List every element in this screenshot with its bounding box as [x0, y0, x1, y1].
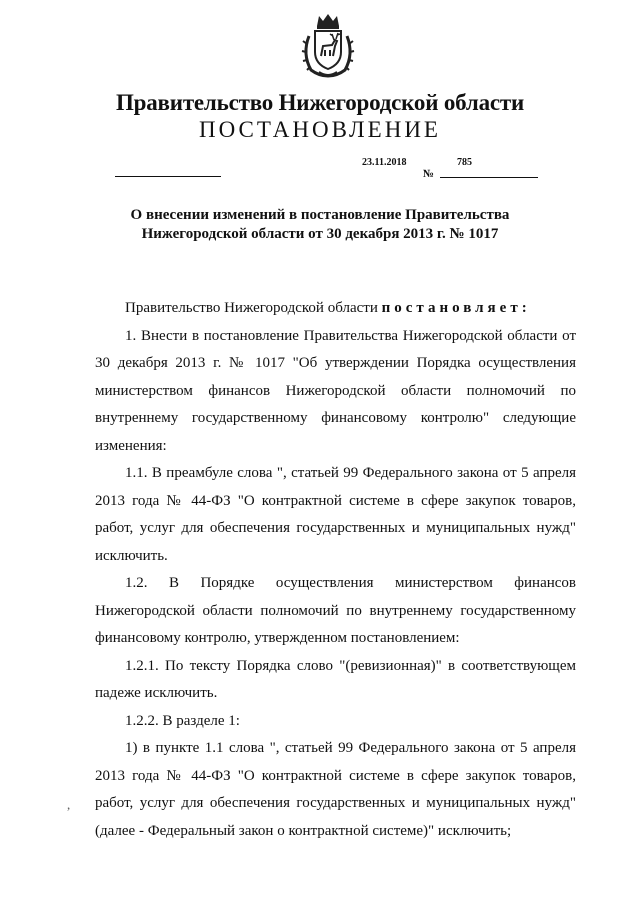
- paragraph-1-2: 1.2. В Порядке осуществления министерством финансов Нижегородской области полномочий по внутреннему государственному финансовому контролю, утвержденном постановлением:: [95, 575, 576, 646]
- document-date: 23.11.2018: [362, 157, 407, 168]
- paragraph-1-2-1: 1.2.1. По тексту Порядка слово "(ревизионная)" в соответствующем падеже исключить.: [95, 657, 576, 701]
- intro-text: Правительство Нижегородской области: [125, 300, 382, 316]
- document-type: ПОСТАНОВЛЕНИЕ: [199, 117, 441, 142]
- subject-line-1: О внесении изменений в постановление Правительства: [130, 207, 510, 223]
- decree-word: постановляет:: [381, 300, 531, 316]
- paragraph-1-1: 1.1. В преамбуле слова ", статьей 99 Федерального закона от 5 апреля 2013 года № 44-ФЗ "О контрактной системе в сфере закупок товаров, работ, услуг для обеспечения государственных и муниципальных нужд" исключить.: [95, 465, 576, 564]
- government-title: Правительство Нижегородской области: [115, 90, 525, 115]
- document-body: [95, 295, 576, 845]
- margin-mark: ,: [67, 797, 71, 812]
- coat-of-arms-icon: [299, 12, 357, 78]
- paragraph-1: 1. Внести в постановление Правительства Нижегородской области от 30 декабря 2013 г. № 1017 "Об утверждении Порядка осуществления министерством финансов Нижегородской области полномочий по внутреннему государственному финансовому контролю" следующие изменения:: [95, 327, 576, 454]
- left-signature-line: [115, 176, 221, 177]
- number-line: [440, 177, 538, 178]
- number-sign: №: [423, 168, 435, 180]
- paragraph-1-2-2-1: 1) в пункте 1.1 слова ", статьей 99 Федерального закона от 5 апреля 2013 года № 44-ФЗ "О контрактной системе в сфере закупок товаров, работ, услуг для обеспечения государственных и муниципальных нужд" (далее - Федеральный закон о контрактной системе)" исключить;: [95, 740, 576, 839]
- document-number: 785: [457, 157, 472, 168]
- paragraph-1-2-2: 1.2.2. В разделе 1:: [125, 712, 240, 729]
- document-subject: [0, 206, 640, 244]
- subject-line-2: Нижегородской области от 30 декабря 2013 г. № 1017: [141, 226, 499, 242]
- intro-paragraph: [95, 295, 576, 323]
